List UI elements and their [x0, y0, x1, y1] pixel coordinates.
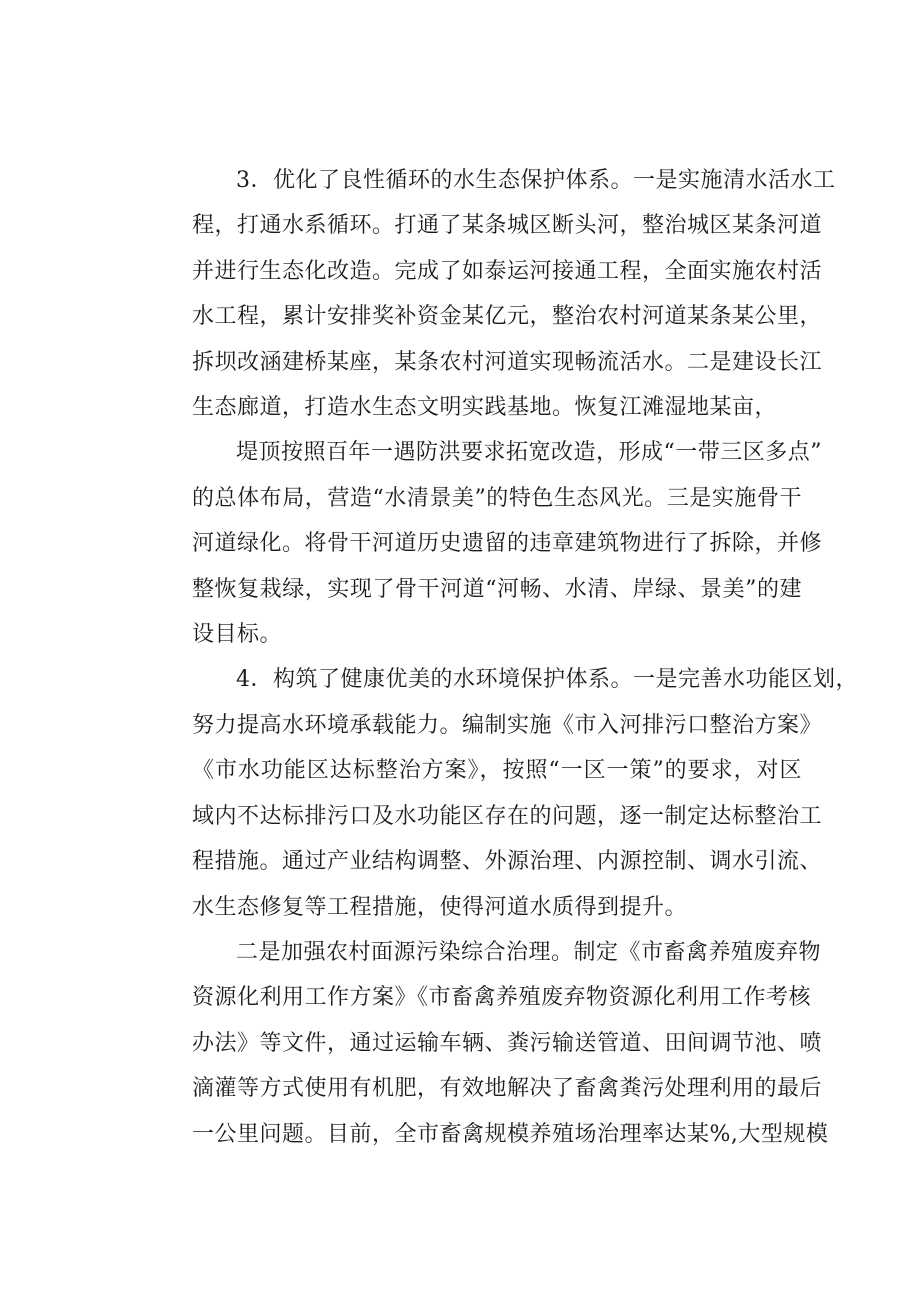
document-body	[148, 158, 858, 1157]
text-line: 拆坝改涵建桥某座，某条农村河道实现畅流活水。二是建设长江	[192, 349, 823, 375]
text-line: 《市水功能区达标整治方案》，按照“一区一策”的要求，对区	[192, 758, 802, 784]
text-line: 努力提高水环境承载能力。编制实施《市入河排污口整治方案》	[192, 712, 823, 738]
text-line: 程措施。通过产业结构调整、外源治理、内源控制、调水引流、	[192, 849, 823, 875]
text-line: 生态廊道，打造水生态文明实践基地。恢复江滩湿地某亩，	[192, 395, 778, 421]
text-line: 水工程，累计安排奖补资金某亿元，整治农村河道某条某公里，	[192, 304, 823, 330]
paragraph-embankment	[148, 430, 823, 657]
text-line: 设目标。	[192, 622, 283, 648]
text-line: 办法》等文件，通过运输车辆、粪污输送管道、田间调节池、喷	[192, 1030, 823, 1056]
text-line: 一公里问题。目前，全市畜禽规模养殖场治理率达某%,大型规模	[192, 1121, 829, 1147]
text-line: 水生态修复等工程措施，使得河道水质得到提升。	[192, 894, 688, 920]
paragraph-rural-pollution	[148, 930, 829, 1157]
text-line: 二是加强农村面源污染综合治理。制定《市畜禽养殖废弃物	[236, 939, 822, 965]
paragraph-water-ecology	[148, 158, 836, 430]
text-line: 并进行生态化改造。完成了如泰运河接通工程，全面实施农村活	[192, 258, 823, 284]
text-line: 滴灌等方式使用有机肥，有效地解决了畜禽粪污处理利用的最后	[192, 1076, 823, 1102]
text-line: 的总体布局，营造“水清景美”的特色生态风光。三是实施骨干	[192, 485, 802, 511]
text-line: 域内不达标排污口及水功能区存在的问题，逐一制定达标整治工	[192, 803, 823, 829]
text-line: 资源化利用工作方案》《市畜禽养殖废弃物资源化利用工作考核	[192, 985, 812, 1011]
paragraph-water-environment	[148, 657, 858, 929]
text-line: 整恢复栽绿，实现了骨干河道“河畅、水清、岸绿、景美”的建	[192, 576, 802, 602]
text-line: 程，打通水系循环。打通了某条城区断头河，整治城区某条河道	[192, 213, 823, 239]
text-line: 河道绿化。将骨干河道历史遗留的违章建筑物进行了拆除，并修	[192, 531, 823, 557]
text-line: 3．优化了良性循环的水生态保护体系。一是实施清水活水工	[236, 168, 836, 193]
text-line: 堤顶按照百年一遇防洪要求拓宽改造，形成“一带三区多点”	[236, 440, 822, 466]
text-line: 4．构筑了健康优美的水环境保护体系。一是完善水功能区划，	[236, 667, 858, 693]
